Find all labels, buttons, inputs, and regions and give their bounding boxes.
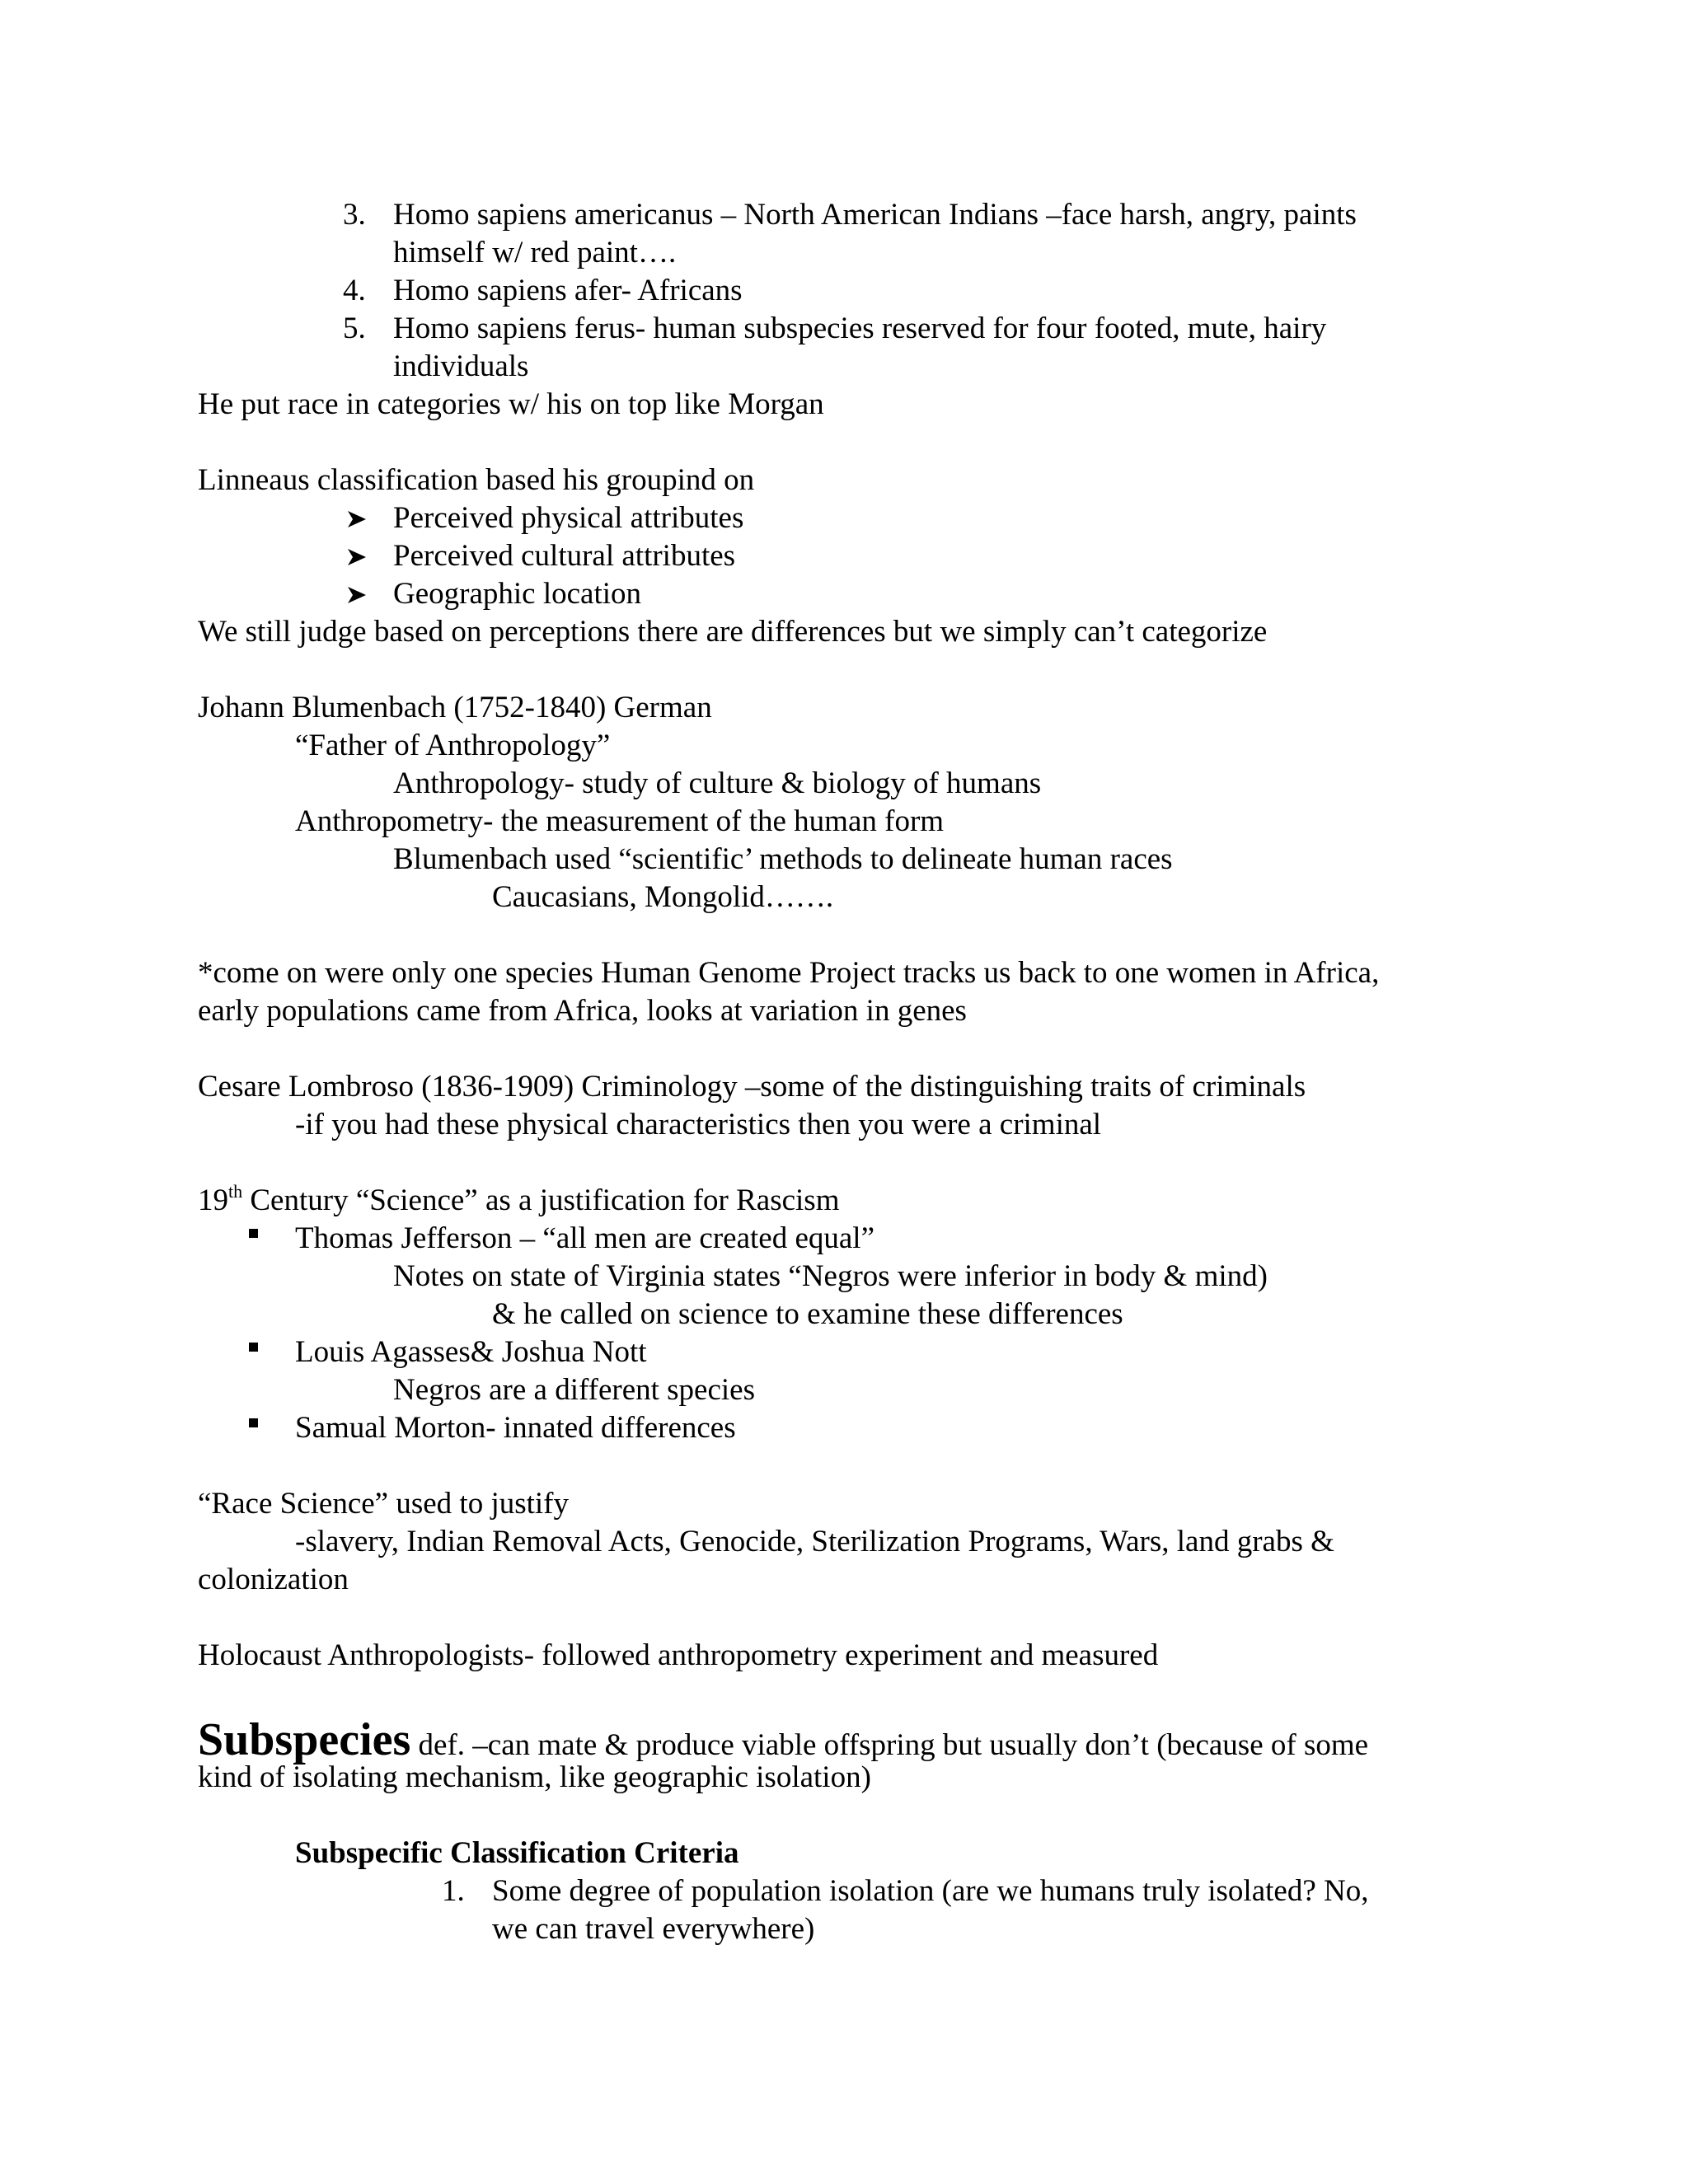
paragraph: Cesare Lombroso (1836-1909) Criminology –some of the distinguishing traits of criminals [198,1070,1306,1104]
paragraph: “Race Science” used to justify [198,1487,569,1521]
paragraph: Linneaus classification based his groupind on [198,463,755,497]
paragraph: Johann Blumenbach (1752-1840) German [198,691,712,724]
list-item-text: Homo sapiens americanus – North American Indians –face harsh, angry, paints [393,198,1357,232]
paragraph: We still judge based on perceptions there are differences but we simply can’t categorize [198,615,1268,649]
square-bullet-icon [249,1418,258,1427]
arrow-bullet-icon [346,585,368,605]
century-suffix: th [228,1180,243,1202]
list-item-text: Some degree of population isolation (are we humans truly isolated? No, [492,1874,1369,1908]
square-bullet-icon [249,1343,258,1352]
bullet-item-text: Samual Morton- innated differences [295,1411,736,1445]
bullet-item-text: Perceived cultural attributes [393,539,736,573]
paragraph: *come on were only one species Human Genome Project tracks us back to one women in Africa, [198,956,1380,990]
list-number: 3. [343,198,366,232]
paragraph: Holocaust Anthropologists- followed anthropometry experiment and measured [198,1638,1159,1672]
paragraph: “Father of Anthropology” [295,729,611,762]
bullet-item-text: Geographic location [393,577,642,611]
bullet-item-text: Louis Agasses& Joshua Nott [295,1335,647,1369]
paragraph: -slavery, Indian Removal Acts, Genocide, Sterilization Programs, Wars, land grabs & [295,1525,1334,1558]
arrow-bullet-icon [346,547,368,567]
arrow-bullet-icon [346,509,368,529]
list-item-text: Homo sapiens ferus- human subspecies reserved for four footed, mute, hairy [393,312,1327,345]
list-item-text: himself w/ red paint…. [393,236,677,269]
paragraph: Blumenbach used “scientific’ methods to delineate human races [393,842,1173,876]
bullet-subtext: Notes on state of Virginia states “Negros were inferior in body & mind) [393,1259,1268,1293]
paragraph: colonization [198,1563,349,1596]
definition-text: kind of isolating mechanism, like geographic isolation) [198,1760,871,1794]
paragraph: Anthropometry- the measurement of the human form [295,804,945,838]
list-item-text: individuals [393,349,529,383]
paragraph: Caucasians, Mongolid……. [492,880,834,914]
bullet-subtext: Negros are a different species [393,1373,755,1407]
paragraph: He put race in categories w/ his on top like Morgan [198,387,824,421]
bullet-item-text: Perceived physical attributes [393,501,744,535]
century-number: 19 [198,1183,228,1217]
paragraph: -if you had these physical characteristics then you were a criminal [295,1108,1102,1141]
bullet-item-text: Thomas Jefferson – “all men are created equal” [295,1221,874,1255]
definition-text: def. –can mate & produce viable offspring but usually don’t (because of some [410,1728,1369,1762]
list-number: 1. [442,1874,465,1908]
subspecies-term: Subspecies [198,1714,411,1765]
list-number: 5. [343,312,366,345]
list-number: 4. [343,274,366,307]
section-heading [198,1182,839,1220]
heading-text: Century “Science” as a justification for Rascism [242,1183,840,1217]
square-bullet-icon [249,1229,258,1238]
bullet-subtext: & he called on science to examine these differences [492,1297,1123,1331]
paragraph: early populations came from Africa, looks at variation in genes [198,994,967,1028]
paragraph: Anthropology- study of culture & biology of humans [393,766,1042,800]
list-item-text: Homo sapiens afer- Africans [393,274,743,307]
list-item-text: we can travel everywhere) [492,1912,815,1946]
subsection-heading: Subspecific Classification Criteria [295,1836,739,1870]
